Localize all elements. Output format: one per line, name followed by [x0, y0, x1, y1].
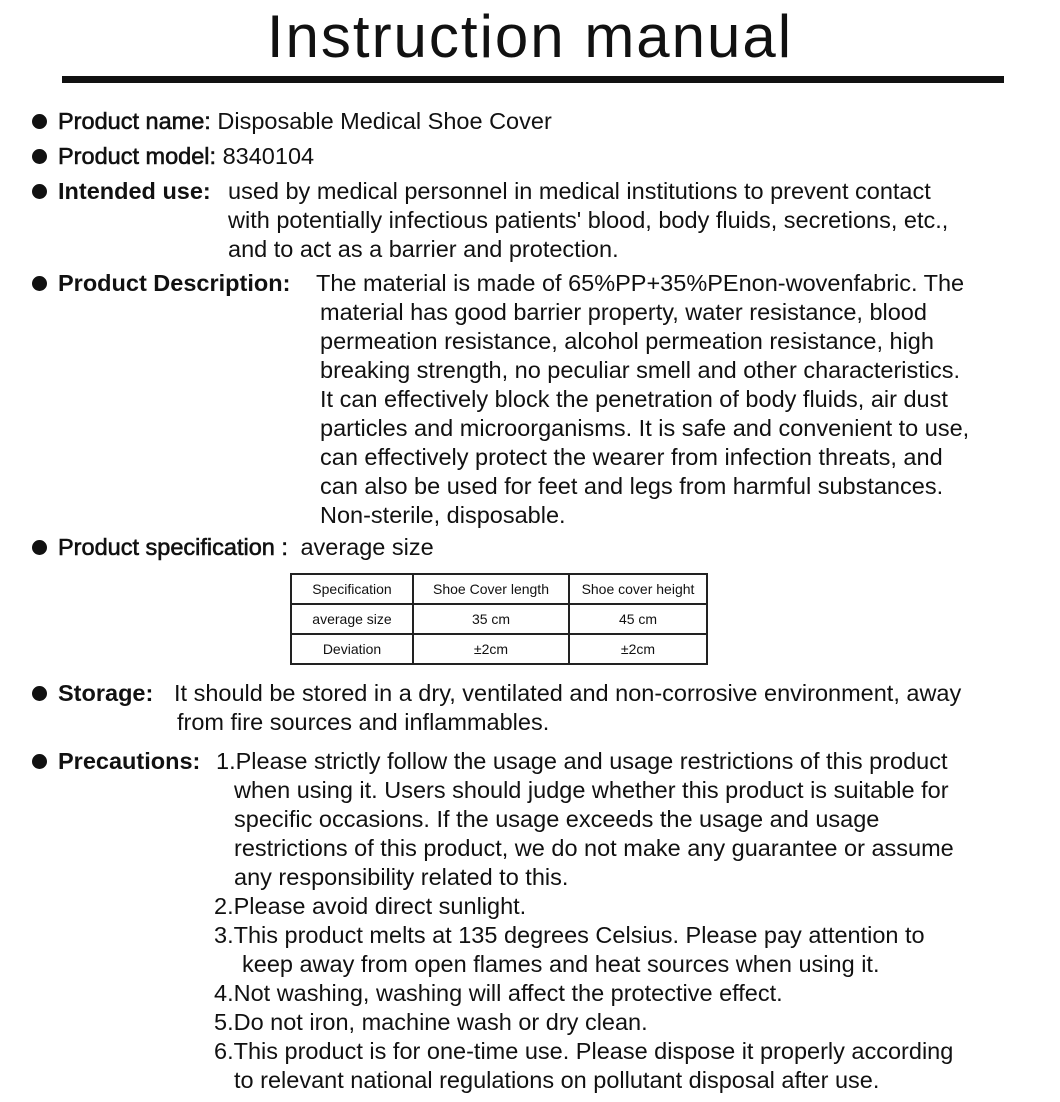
description-line: particles and microorganisms. It is safe and convenient to use,: [320, 415, 970, 441]
intended-use-text: [228, 177, 948, 264]
table-header-cell: Shoe cover height: [569, 574, 707, 604]
precaution-line: specific occasions. If the usage exceeds the usage and usage: [234, 806, 880, 832]
description-line: can also be used for feet and legs from harmful substances.: [320, 473, 944, 499]
document-title: Instruction manual: [266, 3, 794, 70]
precaution-line: 4.Not washing, washing will affect the protective effect.: [214, 980, 783, 1006]
table-cell: ±2cm: [413, 634, 569, 664]
bullet-icon: [32, 184, 47, 199]
precaution-line: 2.Please avoid direct sunlight.: [214, 893, 527, 919]
product-model-item: [32, 142, 1032, 171]
storage-text: [174, 679, 961, 737]
precaution-line: to relevant national regulations on pollutant disposal after use.: [234, 1067, 880, 1093]
description-line: material has good barrier property, water resistance, blood: [320, 299, 927, 325]
product-specification-value: average size: [300, 534, 434, 560]
specification-table: [290, 573, 708, 665]
bullet-icon: [32, 540, 47, 555]
bullet-icon: [32, 754, 47, 769]
precaution-line: any responsibility related to this.: [234, 864, 569, 890]
intended-use-item: [32, 177, 1032, 267]
precaution-line: when using it. Users should judge whether this product is suitable for: [234, 777, 949, 803]
table-header-row: [291, 574, 707, 604]
product-name-label: Product name:: [58, 108, 211, 134]
description-line: It can effectively block the penetration of body fluids, air dust: [320, 386, 948, 412]
precaution-line: 5.Do not iron, machine wash or dry clean.: [214, 1009, 648, 1035]
table-cell: ±2cm: [569, 634, 707, 664]
storage-line: It should be stored in a dry, ventilated and non-corrosive environment, away: [174, 680, 962, 706]
precaution-line: keep away from open flames and heat sources when using it.: [242, 951, 880, 977]
bullet-icon: [32, 114, 47, 129]
bullet-icon: [32, 686, 47, 701]
product-description-label: Product Description:: [58, 270, 291, 296]
description-line: permeation resistance, alcohol permeation resistance, high: [320, 328, 934, 354]
precaution-line: 6.This product is for one-time use. Please dispose it properly according: [214, 1038, 954, 1064]
bullet-icon: [32, 149, 47, 164]
storage-item: [32, 679, 1042, 739]
intended-use-label: Intended use:: [58, 178, 211, 204]
product-model-value: 8340104: [222, 143, 315, 169]
precautions-item: [32, 747, 1032, 1097]
description-line: breaking strength, no peculiar smell and other characteristics.: [320, 357, 961, 383]
table-cell: Deviation: [291, 634, 413, 664]
description-line: can effectively protect the wearer from infection threats, and: [320, 444, 943, 470]
intended-use-line: and to act as a barrier and protection.: [228, 236, 619, 262]
description-line: The material is made of 65%PP+35%PEnon-wovenfabric. The: [316, 270, 965, 296]
precautions-label: Precautions:: [58, 748, 201, 774]
precaution-line: 1.Please strictly follow the usage and usage restrictions of this product: [216, 748, 948, 774]
product-specification-item: [32, 533, 1032, 562]
precaution-line: restrictions of this product, we do not make any guarantee or assume: [234, 835, 954, 861]
product-name-value: Disposable Medical Shoe Cover: [217, 108, 552, 134]
table-cell: 45 cm: [569, 604, 707, 634]
table-cell: average size: [291, 604, 413, 634]
title-rule: [62, 76, 1004, 83]
table-header-cell: Specification: [291, 574, 413, 604]
product-model-label: Product model:: [58, 143, 217, 169]
product-specification-label: Product specification :: [58, 534, 288, 560]
description-line: Non-sterile, disposable.: [320, 502, 566, 528]
product-description-text: [316, 269, 969, 530]
intended-use-line: with potentially infectious patients' blood, body fluids, secretions, etc.,: [228, 207, 949, 233]
table-row: [291, 634, 707, 664]
table-cell: 35 cm: [413, 604, 569, 634]
product-name-item: [32, 107, 1032, 136]
storage-label: Storage:: [58, 680, 154, 706]
intended-use-line: used by medical personnel in medical institutions to prevent contact: [228, 178, 931, 204]
table-header-cell: Shoe Cover length: [413, 574, 569, 604]
storage-line: from fire sources and inflammables.: [177, 709, 550, 735]
precaution-line: 3.This product melts at 135 degrees Celsius. Please pay attention to: [214, 922, 925, 948]
bullet-icon: [32, 276, 47, 291]
table-row: [291, 604, 707, 634]
product-description-item: [32, 269, 1032, 531]
